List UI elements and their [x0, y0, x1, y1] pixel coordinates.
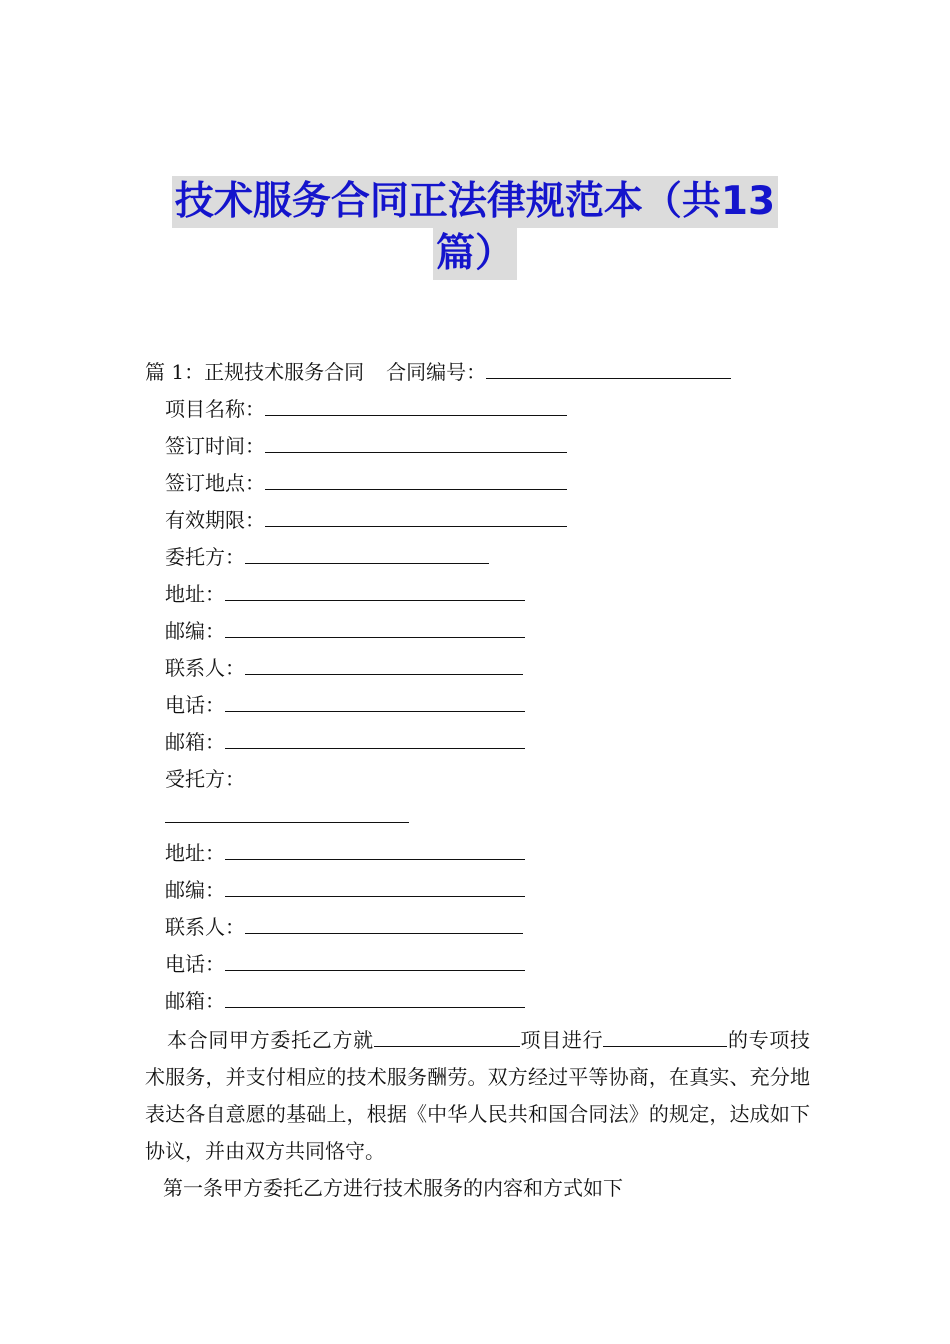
field-label: 邮编：: [165, 619, 225, 643]
paragraph-text: 的专项技术服务，并支付相应的技术服务酬劳。双方经过平等协商，在真实、充分地表达各自意愿的基础上，根据《中华人民共和国合同法》的规定，达成如下协议，并由双方共同恪守。: [145, 1028, 811, 1163]
contractor-postcode: [165, 877, 525, 903]
field-blank[interactable]: [225, 841, 525, 860]
field-blank[interactable]: [245, 656, 523, 675]
field-blank[interactable]: [265, 397, 567, 416]
field-label: 邮箱：: [165, 989, 225, 1013]
contract-number-blank[interactable]: [486, 360, 731, 379]
field-blank[interactable]: [225, 730, 525, 749]
contractor-blank-row: [165, 803, 409, 829]
client-contact: [165, 655, 523, 681]
contract-header-row: [145, 359, 731, 385]
contract-number-label: 合同编号：: [386, 360, 487, 384]
field-blank[interactable]: [225, 582, 525, 601]
document-title: [0, 176, 950, 280]
body-paragraph-2: [145, 1170, 810, 1207]
field-label: 地址：: [165, 582, 225, 606]
contractor-blank[interactable]: [165, 804, 409, 823]
field-label: 签订地点：: [165, 471, 265, 495]
field-blank[interactable]: [225, 878, 525, 897]
client-row: [165, 544, 489, 570]
paragraph-text: 第一条甲方委托乙方进行技术服务的内容和方式如下: [163, 1176, 623, 1200]
body-paragraph-1: [145, 1022, 810, 1170]
section-label: 篇 1：正规技术服务合同: [145, 360, 365, 384]
contractor-email: [165, 988, 525, 1014]
field-label: 联系人：: [165, 656, 245, 680]
contractor-address: [165, 840, 525, 866]
field-blank[interactable]: [265, 508, 567, 527]
field-label: 地址：: [165, 841, 225, 865]
field-label: 联系人：: [165, 915, 245, 939]
title-line-1: 技术服务合同正法律规范本（共13: [172, 176, 778, 228]
contractor-phone: [165, 951, 525, 977]
field-label: 邮编：: [165, 878, 225, 902]
field-blank[interactable]: [225, 952, 525, 971]
client-postcode: [165, 618, 525, 644]
client-phone: [165, 692, 525, 718]
field-blank[interactable]: [225, 989, 525, 1008]
paragraph-text: 项目进行: [519, 1028, 604, 1052]
field-label: 电话：: [165, 952, 225, 976]
field-sign-date: [165, 433, 567, 459]
field-label: 电话：: [165, 693, 225, 717]
field-blank[interactable]: [225, 619, 525, 638]
project-blank[interactable]: [374, 1028, 520, 1047]
client-label: 委托方：: [165, 545, 245, 569]
field-blank[interactable]: [225, 693, 525, 712]
client-email: [165, 729, 525, 755]
contractor-contact: [165, 914, 523, 940]
field-project-name: [165, 396, 567, 422]
field-label: 邮箱：: [165, 730, 225, 754]
field-label: 签订时间：: [165, 434, 265, 458]
title-line-2: 篇）: [433, 228, 517, 280]
contractor-label: 受托方：: [165, 767, 245, 791]
field-label: 项目名称：: [165, 397, 265, 421]
field-valid-period: [165, 507, 567, 533]
field-blank[interactable]: [245, 915, 523, 934]
client-address: [165, 581, 525, 607]
client-blank[interactable]: [245, 545, 489, 564]
field-label: 有效期限：: [165, 508, 265, 532]
contractor-row: [165, 766, 245, 792]
paragraph-text: 本合同甲方委托乙方就: [167, 1028, 374, 1052]
service-blank[interactable]: [603, 1028, 727, 1047]
field-sign-place: [165, 470, 567, 496]
field-blank[interactable]: [265, 434, 567, 453]
field-blank[interactable]: [265, 471, 567, 490]
